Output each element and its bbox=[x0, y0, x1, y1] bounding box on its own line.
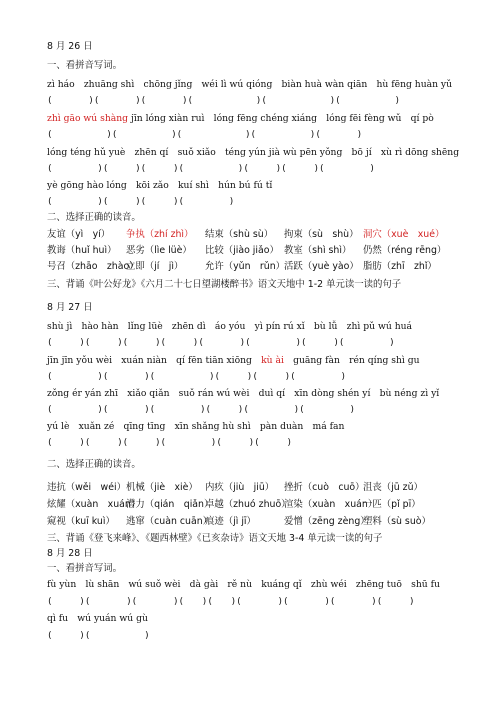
reading-row-1 bbox=[47, 229, 445, 241]
date-aug-27: 8 月 27 日 bbox=[47, 302, 93, 313]
answer-blanks-1: ( )( )( )( )( )( )( )( )( ) bbox=[47, 597, 415, 607]
pinyin-line-1: fù yùn lù shān wú suǒ wèi dà gài rě nù kuáng qǐ zhù wéi zhēng tuō shū fu bbox=[47, 579, 440, 590]
pinyin-line-3: lóng téng hǔ yuè zhēn qí suǒ xiǎo téng yún jià wù pēn yǒng bō jí xù rì dōng shēng bbox=[47, 147, 460, 158]
reading-item: 一匹（pǐ pī） bbox=[363, 499, 421, 510]
highlighted-pinyin: zhì gāo wú shàng bbox=[47, 113, 129, 124]
reading-item: 窥视（kuī kuì） bbox=[47, 516, 115, 527]
reading-row-3 bbox=[47, 516, 442, 528]
reading-item: 脂肪（zhī zhǐ） bbox=[363, 261, 437, 272]
pinyin-line-4: yú lè xuǎn zé qīng tīng xīn shǎng hù shì pàn duàn má fan bbox=[47, 421, 345, 432]
answer-blanks-4: ( )( )( )( )( )( ) bbox=[47, 438, 293, 448]
reading-row-3 bbox=[47, 261, 442, 273]
pinyin-line-2 bbox=[47, 113, 434, 125]
reading-item: 炫耀（xuàn xuán） bbox=[47, 499, 141, 510]
pinyin-line-2-rest: jīn lóng xiàn ruì lóng fēng chéng xiáng lóng fēi fèng wǔ qí pò bbox=[128, 113, 434, 124]
reading-item: 违抗（wěi wéi） bbox=[47, 482, 126, 493]
pinyin-line-1: shù jì hào hàn lǐng lüè zhēn dì áo yóu yì pín rú xǐ bù lǚ zhì pǔ wú huá bbox=[47, 321, 413, 332]
reading-item: 痕迹（jì jī） bbox=[205, 516, 256, 527]
answer-blanks-2: ( )( ) bbox=[47, 631, 150, 641]
reading-item: 恶劣（lìe lüè） bbox=[126, 245, 192, 256]
reading-row-2 bbox=[47, 499, 442, 511]
reading-item: 教室（shì shì） bbox=[284, 245, 352, 256]
section-heading-pinyin-write: 一、看拼音写词。 bbox=[47, 563, 123, 574]
reading-item: 立即（jí jì） bbox=[126, 261, 184, 272]
answer-blanks-2: ( )( )( )( )( ) bbox=[47, 130, 363, 140]
reading-item: 逃窜（cuàn cuān） bbox=[126, 516, 213, 527]
answer-blanks-2: ( )( )( )( )( )( ) bbox=[47, 372, 347, 382]
reading-item: 拘束（sù shù） bbox=[284, 229, 359, 240]
reading-row-1 bbox=[47, 482, 442, 494]
reading-item: 仍然（réng rēng） bbox=[363, 245, 447, 256]
section-heading-recite: 三、背诵《登飞来峰》、《题西林壁》《已亥杂诗》语文天地 3-4 单元读一读的句子 bbox=[47, 533, 383, 544]
section-heading-choose-reading: 二、选择正确的读音。 bbox=[47, 212, 141, 223]
answer-blanks-3: ( )( )( )( )( )( )( ) bbox=[47, 164, 375, 174]
reading-item: 争执（zhí zhì） bbox=[126, 229, 194, 240]
reading-item: 允许（yǔn rǔn） bbox=[205, 261, 286, 272]
pinyin-line-3: zǒng ér yán zhī xiǎo qiǎn suǒ rán wú wèi duì qí xīn dòng shén yí bù néng zì yǐ bbox=[47, 388, 440, 399]
section-heading-pinyin-write: 一、看拼音写词。 bbox=[47, 60, 123, 71]
answer-blanks-4: ( )( )( )( ) bbox=[47, 197, 235, 207]
reading-item: 比较（jiào jiǎo） bbox=[205, 245, 279, 256]
pinyin-line-2 bbox=[47, 355, 420, 367]
reading-item: 塑料（sù suò） bbox=[363, 516, 431, 527]
section-heading-recite: 三、背诵《叶公好龙》《六月二十七日望湖楼醉书》语文天地中 1-2 单元读一读的句子 bbox=[47, 279, 402, 290]
highlighted-pinyin: kù ài bbox=[261, 355, 284, 366]
reading-item: 教诲（huǐ huì） bbox=[47, 245, 117, 256]
reading-item: 爱憎（zēng zèng） bbox=[284, 516, 370, 527]
reading-item: 号召（zhāo zhào） bbox=[47, 261, 139, 272]
pinyin-line-2-end: guāng fàn rén qíng shì gu bbox=[283, 355, 420, 366]
reading-row-2 bbox=[47, 245, 447, 257]
pinyin-line-2-start: jīn jīn yǒu wèi xuán niàn qí fēn tiān xiōng bbox=[47, 355, 262, 366]
reading-item: 渲染（xuàn xuán） bbox=[284, 499, 378, 510]
answer-blanks-1: ( )( )( )( )( )( )( )( ) bbox=[47, 338, 395, 348]
reading-item: 挫折（cuò cuō） bbox=[284, 482, 365, 493]
reading-item: 机械（jiè xiè） bbox=[126, 482, 198, 493]
reading-item: 洞穴（xuè xué） bbox=[363, 229, 445, 240]
date-aug-28: 8 月 28 日 bbox=[47, 548, 93, 559]
reading-item: 结束（shù sù） bbox=[205, 229, 274, 240]
date-aug-26: 8 月 26 日 bbox=[47, 41, 93, 52]
reading-item: 沮丧（jū zǔ） bbox=[363, 482, 423, 493]
reading-item: 卓越（zhuó zhuō） bbox=[205, 499, 291, 510]
reading-item: 内疚（jiù jiū） bbox=[205, 482, 275, 493]
section-heading-choose-reading: 二、选择正确的读音。 bbox=[47, 459, 141, 470]
answer-blanks-1: ( )( )( )( )( )( ) bbox=[47, 96, 401, 106]
answer-blanks-3: ( )( )( )( )( )( ) bbox=[47, 405, 356, 415]
reading-item: 友谊（yì yí） bbox=[47, 229, 111, 240]
reading-item: 潜力（qián qiǎn） bbox=[126, 499, 214, 510]
pinyin-line-1: zì háo zhuāng shì chōng jǐng wéi lì wú qióng biàn huà wàn qiān hù fēng huàn yǔ bbox=[47, 79, 453, 90]
pinyin-line-2: qì fu wú yuán wú gù bbox=[47, 613, 148, 624]
pinyin-line-4: yè gōng hào lóng kōi zǎo kuí shì hún bú fú tǐ bbox=[47, 180, 273, 191]
reading-item: 活跃（yuè yào） bbox=[284, 261, 359, 272]
